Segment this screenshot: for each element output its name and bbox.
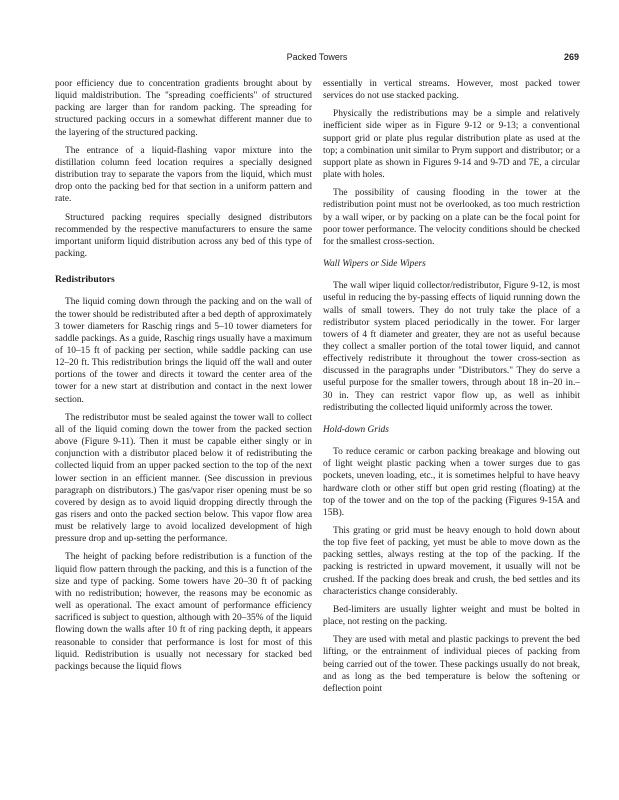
left-column bbox=[55, 78, 312, 679]
subsection-heading-wall-wipers: Wall Wipers or Side Wipers bbox=[323, 259, 426, 270]
header-title: Packed Towers bbox=[286, 52, 348, 62]
paragraph: The possibility of causing flooding in the tower at the redistribution point must not be overlooked, as too much restriction by a wall wiper, or by packing on a plate can be the focal point for poor tower performance. The velocity conditions should be checked for the smallest cross-section. bbox=[323, 188, 580, 247]
paragraph: The height of packing before redistribution is a function of the liquid flow pattern through the packing, and this is a function of the size and type of packing. Some towers have 20–30 ft of packing with no redistribution; however, the reasons may be economic as well as operational. The exact amount of performance efficiency sacrificed is subject to question, although with 20–35% of the liquid flowing down the walls after 10 ft of ring packing depth, it appears reasonable to consider that performance is lost for most of this liquid. Redistribution is usually not necessary for stacked bed packings because the liquid flows bbox=[55, 552, 312, 672]
paragraph: poor efficiency due to concentration gradients brought about by liquid maldistribution. The "spreading coefficients" of structured packing are larger than for random packing. The spreading for structured packing occurs in a somewhat different manner due to the layering of the structured packing. bbox=[55, 79, 312, 138]
paragraph: Physically the redistributions may be a simple and relatively inefficient side wiper as in Figure 9-12 or 9-13; a conventional support grid or plate plus regular distribution plate as used at the top; a combination unit similar to Prym support and distributor; or a support plate as shown in Figures 9-14 and 9-7D and 7E, a circular plate with holes. bbox=[323, 109, 580, 181]
paragraph: This grating or grid must be heavy enough to hold down about the top five feet of packing, yet must be able to move down as the packing settles, always resting at the top of the packing. If the packing is restricted in upward movement, it usually will not be crushed. If the packing does break and crush, the bed settles and its characteristics change considerably. bbox=[323, 526, 580, 597]
paragraph: They are used with metal and plastic packings to prevent the bed lifting, or the entrainment of individual pieces of packing from being carried out of the tower. These packings usually do not break, and as long as the bed temperature is below the softening or deflection point bbox=[323, 635, 580, 694]
running-header bbox=[55, 52, 579, 64]
paragraph: Bed-limiters are usually lighter weight and must be bolted in place, not resting on the packing. bbox=[323, 604, 580, 628]
paragraph: The redistributor must be sealed against the tower wall to collect all of the liquid coming down the tower from the packed section above (Figure 9-11). Then it must be capable either singly or in conjunction with a distributor placed below it of redistributing the collected liquid from an upper packed section to the top of the next lower section in an efficient manner. (See discussion in previous paragraph on distributors.) The gas/vapor riser opening must be so covered by design as to avoid liquid dropping directly through the gas risers and onto the packed section below. This vapor flow area must be relatively large to avoid localized development of high pressure drop and up-setting the performance. bbox=[55, 412, 312, 545]
paragraph: The entrance of a liquid-flashing vapor mixture into the distillation column feed location requires a specially designed distribution tray to separate the vapors from the liquid, which must drop onto the packing bed for that section in a uniform pattern and rate. bbox=[55, 145, 312, 205]
right-column bbox=[323, 78, 580, 701]
paragraph: The liquid coming down through the packing and on the wall of the tower should be redistributed after a bed depth of approximately 3 tower diameters for Raschig rings and 5–10 tower diameters for saddle packings. As a guide, Raschig rings usually have a maximum of 10–15 ft of packing per section, while saddle packing can use 12–20 ft. This redistribution brings the liquid off the wall and outer portions of the tower and directs it toward the center area of the tower for a new start at distribution and contact in the next lower section. bbox=[55, 297, 312, 405]
subsection-heading-hold-down-grids: Hold-down Grids bbox=[323, 424, 389, 435]
section-heading-redistributors: Redistributors bbox=[55, 274, 115, 286]
paragraph: essentially in vertical streams. However, most packed tower services do not use stacked packing. bbox=[323, 79, 580, 102]
paragraph: To reduce ceramic or carbon packing breakage and blowing out of light weight plastic packing when a tower surges due to gas pockets, uneven loading, etc., it is sometimes helpful to have heavy hardware cloth or other stiff but open grid resting (floating) at the top of the tower and on the top of the packing (Figures 9-15A and 15B). bbox=[323, 447, 580, 518]
paragraph: The wall wiper liquid collector/redistributor, Figure 9-12, is most useful in reducing the by-passing effects of liquid running down the walls of small towers. They do not truly take the place of a redistributor system placed periodically in the tower. For larger towers of 4 ft diameter and greater, they are not as useful because they collect a smaller portion of the total tower liquid, and cannot effectively redistribute it throughout the tower cross-section as discussed in the paragraphs under "Distributors." They do serve a useful purpose for the smaller towers, through about 18 in–20 in.–30 in. They can restrict vapor flow up, as well as inhibit redistributing the collected liquid uniformly across the tower. bbox=[323, 281, 580, 413]
paragraph: Structured packing requires specially designed distributors recommended by the respective manufacturers to ensure the same important uniform liquid distribution across any bed of this type of packing. bbox=[55, 212, 312, 260]
page-number: 269 bbox=[563, 52, 579, 62]
